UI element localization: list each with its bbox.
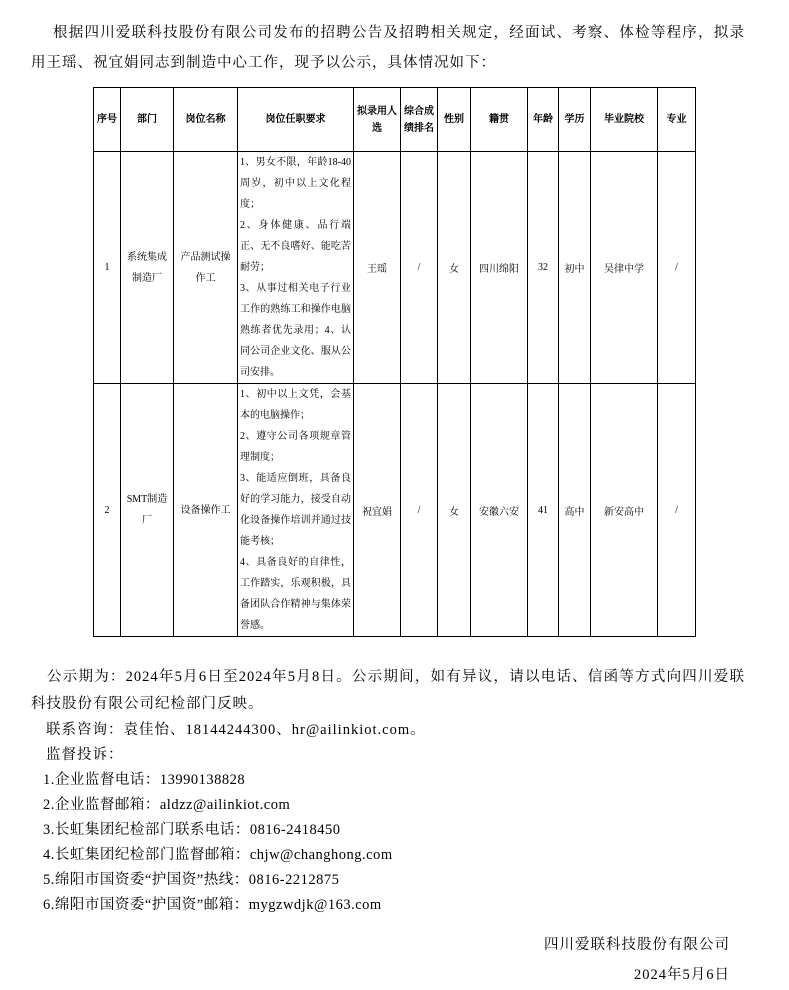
cell-position: 设备操作工 xyxy=(174,384,238,637)
requirement-item: 1、初中以上文凭，会基本的电脑操作； xyxy=(240,389,351,421)
cell-requirements xyxy=(238,384,354,637)
cell-hometown: 安徽六安 xyxy=(471,384,528,637)
requirement-item: 2、身体健康、品行端正、无不良嗜好、能吃苦耐劳； xyxy=(240,220,351,273)
requirement-item: 3、能适应倒班，具备良好的学习能力，接受自动化设备操作培训并通过技能考核； xyxy=(240,473,351,547)
cell-rank: / xyxy=(401,384,438,637)
col-header-department: 部门 xyxy=(121,88,174,152)
cell-school: 吴律中学 xyxy=(591,152,658,384)
cell-position: 产品测试操作工 xyxy=(174,152,238,384)
publicity-period-paragraph: 公示期为：2024年5月6日至2024年5月8日。公示期间，如有异议，请以电话、信函等方式向四川爱联科技股份有限公司纪检部门反映。 xyxy=(31,669,745,712)
col-header-position: 岗位名称 xyxy=(174,88,238,152)
table-row xyxy=(94,152,696,384)
col-header-gender: 性别 xyxy=(438,88,471,152)
col-header-major: 专业 xyxy=(658,88,696,152)
signature-date: 2024年5月6日 xyxy=(634,967,730,983)
table-row xyxy=(94,384,696,637)
cell-rank: / xyxy=(401,152,438,384)
cell-gender: 女 xyxy=(438,152,471,384)
cell-hometown: 四川绵阳 xyxy=(471,152,528,384)
supervision-item-changhong-phone: 3.长虹集团纪检部门联系电话：0816-2418450 xyxy=(43,822,341,838)
requirement-item: 2、遵守公司各项规章管理制度； xyxy=(240,431,351,463)
col-header-school: 毕业院校 xyxy=(591,88,658,152)
cell-seq: 1 xyxy=(94,152,121,384)
cell-education: 初中 xyxy=(559,152,591,384)
col-header-rank: 综合成绩排名 xyxy=(401,88,438,152)
supervision-item-enterprise-email: 2.企业监督邮箱：aldzz@ailinkiot.com xyxy=(43,797,291,813)
cell-major: / xyxy=(658,384,696,637)
cell-seq: 2 xyxy=(94,384,121,637)
cell-candidate: 王瑶 xyxy=(354,152,401,384)
requirement-item: 3、从事过相关电子行业工作的熟练工和操作电脑熟练者优先录用；4、认同公司企业文化、服从公司安排。 xyxy=(240,283,351,378)
table-header-row xyxy=(94,88,696,152)
supervision-item-sasac-email: 6.绵阳市国资委“护国资”邮箱：mygzwdjk@163.com xyxy=(43,897,382,913)
cell-age: 32 xyxy=(528,152,559,384)
contact-line: 联系咨询：袁佳怡、18144244300、hr@ailinkiot.com。 xyxy=(46,722,426,738)
col-header-hometown: 籍贯 xyxy=(471,88,528,152)
cell-school: 新安高中 xyxy=(591,384,658,637)
signature-block xyxy=(31,930,745,990)
col-header-age: 年龄 xyxy=(528,88,559,152)
cell-candidate: 祝宜娟 xyxy=(354,384,401,637)
col-header-seq: 序号 xyxy=(94,88,121,152)
col-header-candidate: 拟录用人选 xyxy=(354,88,401,152)
company-name: 四川爱联科技股份有限公司 xyxy=(544,937,730,953)
cell-department: 系统集成制造厂 xyxy=(121,152,174,384)
recruitment-table xyxy=(93,87,696,637)
col-header-requirements: 岗位任职要求 xyxy=(238,88,354,152)
supervision-item-sasac-hotline: 5.绵阳市国资委“护国资”热线：0816-2212875 xyxy=(43,872,340,888)
cell-department: SMT制造厂 xyxy=(121,384,174,637)
supervision-title: 监督投诉： xyxy=(46,747,124,763)
cell-requirements xyxy=(238,152,354,384)
cell-gender: 女 xyxy=(438,384,471,637)
supervision-item-changhong-email: 4.长虹集团纪检部门监督邮箱：chjw@changhong.com xyxy=(43,847,393,863)
col-header-education: 学历 xyxy=(559,88,591,152)
supervision-item-enterprise-phone: 1.企业监督电话：13990138828 xyxy=(43,772,246,788)
requirement-item: 4、具备良好的自律性，工作踏实，乐观积极，具备团队合作精神与集体荣誉感。 xyxy=(240,557,351,631)
requirement-item: 1、男女不限，年龄18-40周岁，初中以上文化程度； xyxy=(240,157,351,210)
cell-education: 高中 xyxy=(559,384,591,637)
cell-major: / xyxy=(658,152,696,384)
cell-age: 41 xyxy=(528,384,559,637)
intro-paragraph: 根据四川爱联科技股份有限公司发布的招聘公告及招聘相关规定，经面试、考察、体检等程序，拟录用王瑶、祝宜娟同志到制造中心工作，现予以公示，具体情况如下： xyxy=(31,25,745,71)
